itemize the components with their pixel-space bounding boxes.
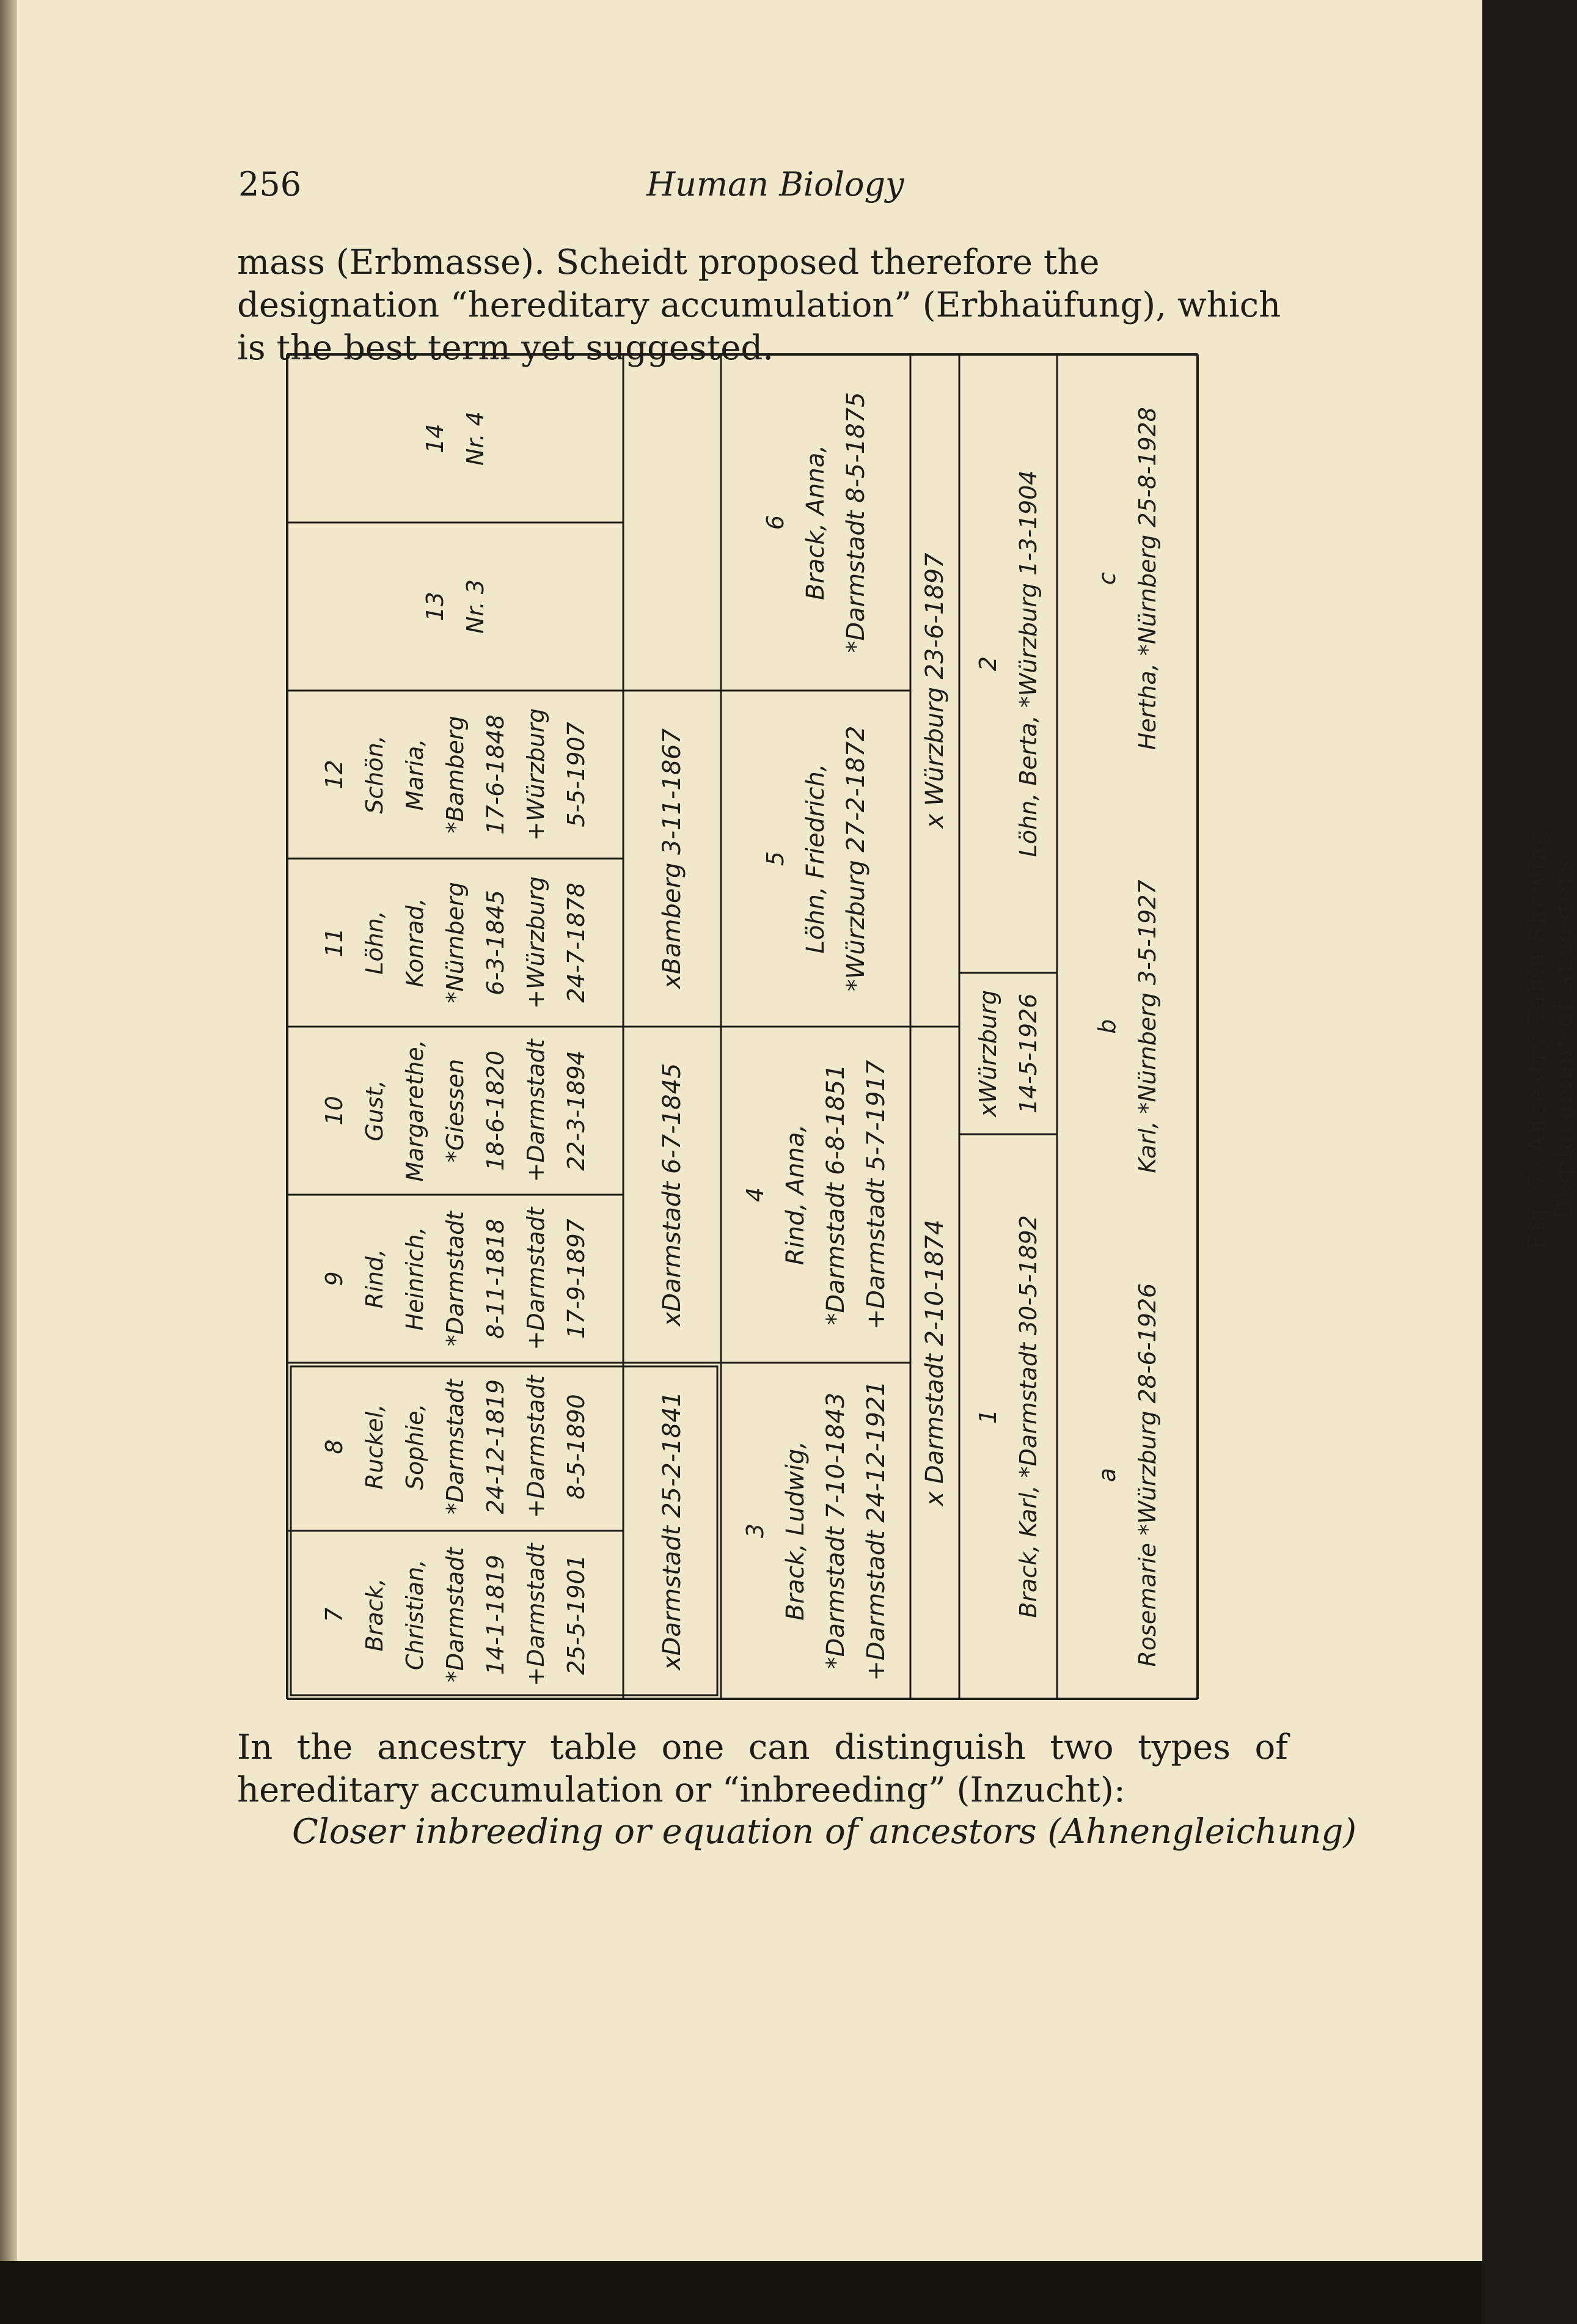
ancestor-number: 13 [422,592,448,621]
body-paragraph: In the ancestry table one can distinguish two types of hereditary accumulation or “inbreeding” (Inzucht): [237,1728,1288,1810]
ancestor-number: 8 [321,1439,348,1454]
ancestry-table-rotated [287,354,1198,1699]
cell-line: *Darmstadt 8-5-1875 [842,392,870,653]
cell-line: Brack, Ludwig, [781,1441,810,1621]
ancestor-cell-12 [287,691,623,859]
page-edge [0,0,17,2261]
cell-line: Löhn, [361,911,388,975]
ancestor-cell-10 [287,1027,623,1195]
ancestor-number: b [1094,1019,1121,1035]
ancestor-number: 6 [762,515,789,530]
cell-line: Maria, [401,738,428,811]
figure-caption: Fig. 7. Ancestry Table Showing Displacement of Ancestors [1523,827,1577,1250]
scan-background [0,2261,1482,2324]
cell-line: +Darmstadt [522,1375,549,1519]
cell-line: Sophie, [401,1403,428,1490]
cell-line: 17-6-1848 [482,714,509,835]
ancestor-cell-9 [287,1195,623,1363]
ancestor-cell-7 [287,1531,623,1699]
cell-line: xWürzburg 14-5-1926 [975,990,1042,1117]
ancestor-number: 4 [742,1187,769,1203]
cell-line: *Nürnberg [442,882,469,1003]
cell-line: 24-12-1819 [482,1379,509,1514]
cell-line: 8-11-1818 [482,1219,509,1339]
ancestor-number: 12 [321,760,348,790]
cell-line: +Würzburg [522,876,549,1010]
cell-line: 18-6-1820 [482,1050,509,1171]
cell-line: 22-3-1894 [563,1050,590,1171]
marriage-cell [623,1363,721,1699]
cell-line: x Würzburg 23-6-1897 [921,552,949,829]
cell-line: xDarmstadt 25-2-1841 [658,1391,686,1671]
cell-line: Brack, Karl, *Darmstadt 30-5-1892 [1015,1215,1042,1618]
ancestor-number: 5 [762,851,789,867]
ancestor-number: 11 [321,928,348,958]
marriage-cell [623,354,721,691]
cell-line: Schön, [361,735,388,814]
parent-cell [959,354,1057,973]
cell-line: Ruckel, [361,1404,388,1490]
cell-line: *Bamberg [442,716,469,834]
cell-line: *Darmstadt [442,1547,469,1683]
ancestor-cell-13 [287,522,623,691]
intro-paragraph: mass (Erbmasse). Scheidt proposed therefore the designation “hereditary accumulation” (Erbhaüfung), which is the best term yet suggested. [237,243,1281,368]
cell-line: +Darmstadt [522,1543,549,1687]
ancestor-number: 2 [975,656,1001,672]
ancestor-cell-3 [721,1363,910,1699]
cell-line: Christian, [401,1559,428,1671]
cell-line: Gust, [361,1080,388,1142]
cell-line: +Darmstadt 24-12-1921 [862,1380,890,1681]
ancestry-table [287,354,1198,1699]
cell-line: 14-1-1819 [482,1555,509,1675]
ancestor-number: 7 [321,1607,348,1622]
cell-line: 24-7-1878 [563,882,590,1003]
parent-cell [959,1134,1057,1699]
marriage-cell [910,1027,959,1699]
marriage-cell [910,354,959,1027]
child-cell [1057,1251,1198,1699]
ancestor-cell-4 [721,1027,910,1363]
cell-line: Karl, *Nürnberg 3-5-1927 [1134,879,1161,1174]
marriage-cell [623,1027,721,1363]
cell-line: *Darmstadt 7-10-1843 [822,1392,850,1670]
ancestor-number: 14 [422,423,448,453]
ancestor-cell-5 [721,691,910,1027]
marriage-cell [623,691,721,1027]
cell-line: 6-3-1845 [482,890,509,995]
page-number: 256 [238,165,302,203]
cell-line: Löhn, Berta, *Würzburg 1-3-1904 [1015,470,1042,857]
cell-line: Rosemarie *Würzburg 28-6-1926 [1134,1283,1161,1667]
parent-cell [959,973,1057,1134]
cell-line: Konrad, [401,898,428,988]
cell-line: 5-5-1907 [563,722,590,827]
cell-line: Rind, Anna, [781,1124,810,1266]
cell-line: Nr. 4 [462,411,489,466]
ancestor-cell-11 [287,859,623,1027]
cell-line: *Darmstadt [442,1211,469,1347]
cell-line: Hertha, *Nürnberg 25-8-1928 [1134,407,1161,750]
running-head: Human Biology [646,165,904,203]
cell-line: 25-5-1901 [563,1555,590,1675]
ancestor-number: 1 [975,1409,1001,1424]
cell-line: 17-9-1897 [563,1219,590,1339]
body-line: Closer inbreeding or equation of ancestors (Ahnengleichung) [292,1812,1357,1852]
cell-line: x Darmstadt 2-10-1874 [921,1219,949,1506]
cell-line: Heinrich, [401,1226,428,1331]
cell-line: Brack, Anna, [802,444,830,601]
ancestor-cell-14 [287,354,623,522]
cell-line: +Darmstadt 5-7-1917 [862,1060,890,1330]
child-cell [1057,802,1198,1250]
cell-line: xBamberg 3-11-1867 [658,728,686,989]
cell-line: 8-5-1890 [563,1394,590,1500]
cell-line: Rind, [361,1248,388,1309]
cell-line: +Würzburg [522,708,549,841]
cell-line: Margarethe, [401,1039,428,1182]
cell-line: *Giessen [442,1058,469,1163]
cell-line: Löhn, Friedrich, [802,763,830,954]
cell-line: *Würzburg 27-2-1872 [842,725,870,992]
ancestor-number: 3 [742,1523,769,1539]
cell-line: *Darmstadt [442,1379,469,1515]
ancestor-number: c [1094,572,1121,585]
cell-line: *Darmstadt 6-8-1851 [822,1064,850,1325]
ancestor-cell-6 [721,354,910,691]
child-cell [1057,354,1198,802]
ancestor-cell-8 [287,1363,623,1531]
cell-line: xDarmstadt 6-7-1845 [658,1063,686,1327]
ancestor-number: 10 [321,1096,348,1126]
cell-line: +Darmstadt [522,1039,549,1182]
ancestor-number: a [1094,1467,1121,1482]
cell-line: Nr. 3 [462,579,489,634]
book-page [17,0,1577,2261]
cell-line: +Darmstadt [522,1207,549,1351]
ancestor-number: 9 [321,1271,348,1286]
cell-line: Brack, [361,1578,388,1652]
